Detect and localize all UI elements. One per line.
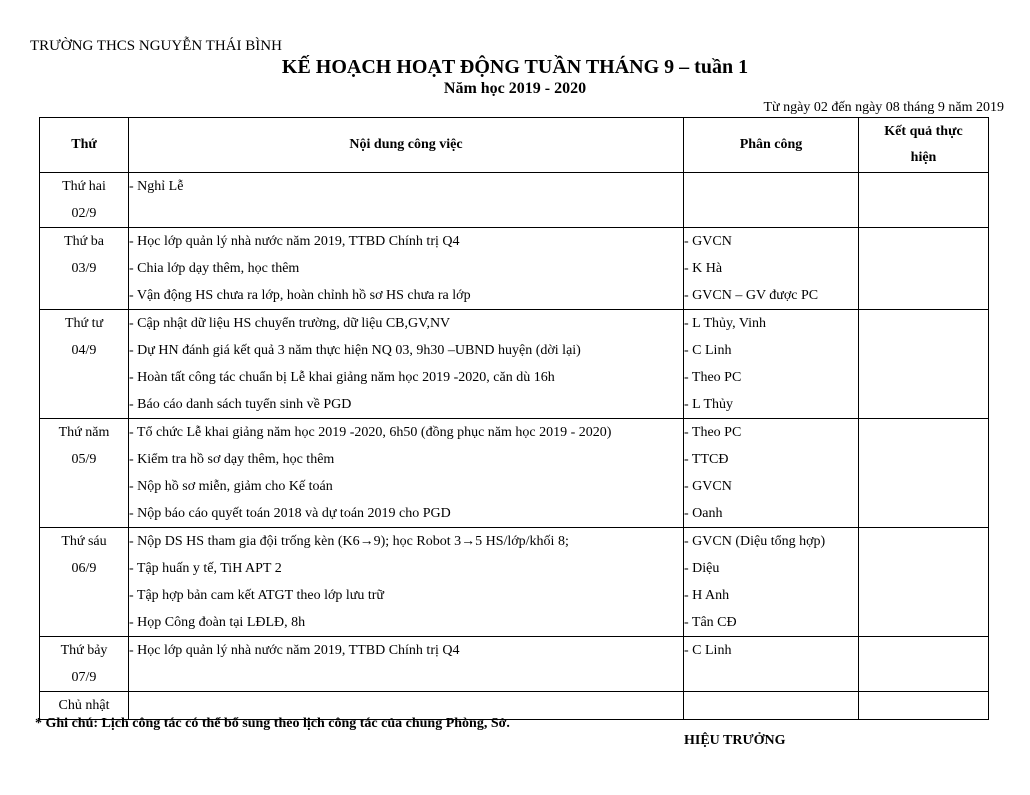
assign-item: - GVCN — [684, 479, 732, 494]
task-cell — [129, 419, 684, 528]
task-cell — [129, 637, 684, 692]
header-result — [859, 118, 989, 173]
task-item: - Học lớp quản lý nhà nước năm 2019, TTBD Chính trị Q4 — [129, 643, 460, 658]
task-item: - Học lớp quản lý nhà nước năm 2019, TTBD Chính trị Q4 — [129, 234, 460, 249]
assign-item: - GVCN (Diệu tổng hợp) — [684, 534, 826, 549]
day-name: Thứ bảy — [60, 643, 108, 658]
assign-item: - Tân CĐ — [684, 615, 737, 630]
table-row — [40, 173, 989, 228]
assign-item: - L Thủy, Vinh — [684, 316, 766, 331]
task-item: - Nộp DS HS tham gia đội trống kèn (K6→9); học Robot 3→5 HS/lớp/khối 8; — [129, 534, 569, 549]
assign-cell — [684, 310, 859, 419]
day-name: Chủ nhật — [58, 698, 110, 713]
assign-item: - L Thủy — [684, 397, 733, 412]
task-item: - Cập nhật dữ liệu HS chuyển trường, dữ liệu CB,GV,NV — [129, 316, 451, 331]
task-item: - Họp Công đoàn tại LĐLĐ, 8h — [129, 615, 306, 630]
day-date: 05/9 — [71, 452, 97, 467]
result-cell — [859, 310, 989, 419]
day-name: Thứ sáu — [61, 534, 107, 549]
day-date: 06/9 — [71, 561, 97, 576]
assign-item: - K Hà — [684, 261, 723, 276]
assign-item: - Theo PC — [684, 425, 742, 440]
table-row — [40, 310, 989, 419]
result-cell — [859, 528, 989, 637]
assign-item: - Oanh — [684, 506, 723, 521]
day-date: 07/9 — [71, 670, 97, 685]
result-cell — [859, 637, 989, 692]
assign-cell — [684, 692, 859, 720]
result-cell — [859, 419, 989, 528]
day-cell — [40, 419, 129, 528]
task-item: - Chia lớp dạy thêm, học thêm — [129, 261, 300, 276]
task-item: - Nộp báo cáo quyết toán 2018 và dự toán 2019 cho PGD — [129, 506, 451, 521]
day-cell — [40, 173, 129, 228]
assign-item: - GVCN — [684, 234, 732, 249]
task-item: - Hoàn tất công tác chuẩn bị Lễ khai giảng năm học 2019 -2020, căn dù 16h — [129, 370, 555, 385]
day-cell — [40, 310, 129, 419]
day-name: Thứ ba — [64, 234, 104, 249]
task-item: - Kiểm tra hồ sơ dạy thêm, học thêm — [129, 452, 335, 467]
task-item: - Tập huấn y tế, TiH APT 2 — [129, 561, 282, 576]
task-item: - Nghỉ Lễ — [129, 179, 184, 194]
footnote: * Ghi chú: Lịch công tác có thể bổ sung theo lịch công tác của chung Phòng, Sở. — [35, 716, 510, 731]
task-item: - Báo cáo danh sách tuyển sinh về PGD — [129, 397, 352, 412]
table-header-row — [40, 118, 989, 173]
document-title: KẾ HOẠCH HOẠT ĐỘNG TUẦN THÁNG 9 – tuần 1 — [281, 56, 749, 78]
task-item: - Tập hợp bản cam kết ATGT theo lớp lưu trữ — [129, 588, 384, 603]
assign-item: - TTCĐ — [684, 452, 729, 467]
header-content: Nội dung công việc — [129, 118, 684, 173]
header-result-line2: hiện — [910, 150, 937, 165]
assign-item: - GVCN – GV được PC — [684, 288, 819, 303]
table-row — [40, 637, 989, 692]
result-cell — [859, 173, 989, 228]
day-name: Thứ tư — [64, 316, 104, 331]
task-item: - Dự HN đánh giá kết quả 3 năm thực hiện NQ 03, 9h30 –UBND huyện (dời lại) — [129, 343, 581, 358]
school-name: TRƯỜNG THCS NGUYỄN THÁI BÌNH — [30, 38, 282, 54]
assign-cell — [684, 419, 859, 528]
table-row — [40, 528, 989, 637]
task-item: - Vận động HS chưa ra lớp, hoàn chỉnh hồ sơ HS chưa ra lớp — [129, 288, 471, 303]
task-cell — [129, 173, 684, 228]
result-cell — [859, 228, 989, 310]
task-item: - Nộp hồ sơ miễn, giảm cho Kế toán — [129, 479, 333, 494]
assign-item: - H Anh — [684, 588, 730, 603]
assign-item: - C Linh — [684, 343, 732, 358]
day-name: Thứ năm — [58, 425, 110, 440]
result-cell — [859, 692, 989, 720]
assign-item: - Diệu — [684, 561, 720, 576]
table-row — [40, 419, 989, 528]
assign-item: - C Linh — [684, 643, 732, 658]
assign-cell — [684, 637, 859, 692]
table-row — [40, 228, 989, 310]
task-cell — [129, 228, 684, 310]
assign-cell — [684, 528, 859, 637]
task-item: - Tổ chức Lễ khai giảng năm học 2019 -2020, 6h50 (đồng phục năm học 2019 - 2020) — [129, 425, 612, 440]
day-name: Thứ hai — [62, 179, 106, 194]
day-cell — [40, 228, 129, 310]
day-date: 02/9 — [71, 206, 97, 221]
day-cell — [40, 528, 129, 637]
header-day: Thứ — [40, 118, 129, 173]
school-year: Năm học 2019 - 2020 — [443, 80, 587, 97]
day-cell — [40, 637, 129, 692]
task-cell — [129, 310, 684, 419]
header-assign: Phân công — [684, 118, 859, 173]
day-date: 04/9 — [71, 343, 97, 358]
assign-cell — [684, 228, 859, 310]
signature-title: HIỆU TRƯỞNG — [684, 733, 786, 748]
header-result-line1: Kết quả thực — [884, 124, 963, 139]
date-range: Từ ngày 02 đến ngày 08 tháng 9 năm 2019 — [763, 100, 1004, 115]
assign-item: - Theo PC — [684, 370, 742, 385]
day-date: 03/9 — [71, 261, 97, 276]
assign-cell — [684, 173, 859, 228]
weekly-plan-table — [39, 117, 989, 720]
task-cell — [129, 528, 684, 637]
